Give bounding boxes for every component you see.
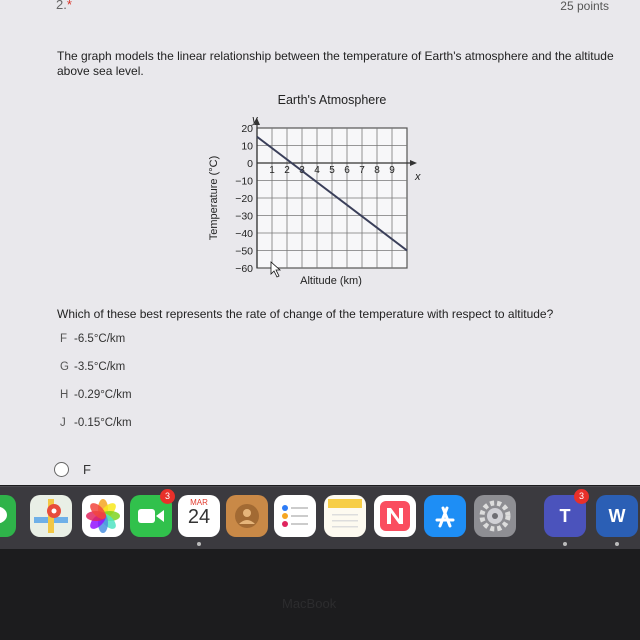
contact-person-icon — [234, 503, 260, 529]
maps-app-icon[interactable] — [30, 495, 72, 537]
radio-option-f[interactable] — [54, 462, 91, 477]
teams-letter: T — [559, 505, 571, 526]
x-axis-label: Altitude (km) — [300, 275, 362, 287]
calendar-app-icon[interactable] — [178, 495, 220, 537]
macbook-bezel-label: MacBook — [282, 596, 337, 611]
notes-app-icon[interactable] — [324, 495, 366, 537]
y-tick-label: 20 — [241, 123, 253, 135]
choice-text: -0.15°C/km — [74, 417, 132, 429]
x-tick-label: 5 — [329, 165, 335, 176]
teams-app-icon[interactable] — [544, 491, 586, 537]
choice-letter: G — [60, 361, 69, 373]
photos-app-icon[interactable] — [82, 495, 124, 537]
question-prompt: The graph models the linear relationship between the temperature of Earth's atmosphere and the altitude above sea level. — [57, 49, 614, 78]
facetime-notification-badge: 3 — [160, 489, 175, 504]
macos-dock — [0, 486, 640, 549]
radio-circle[interactable] — [54, 462, 69, 477]
calendar-day: 24 — [187, 506, 211, 528]
x-tick-label: 3 — [299, 165, 305, 176]
x-axis-symbol: x — [415, 171, 421, 183]
system-preferences-icon[interactable] — [474, 495, 516, 537]
map-pin-icon — [34, 499, 68, 533]
notes-page-icon — [328, 499, 362, 533]
chart-title: Earth's Atmosphere — [277, 93, 387, 107]
x-tick-label: 7 — [359, 165, 365, 176]
choice-letter: J — [60, 417, 66, 429]
earths-atmosphere-chart — [200, 88, 440, 288]
y-tick-label: 10 — [241, 140, 253, 153]
video-camera-icon — [138, 507, 164, 525]
y-tick-label: −50 — [235, 245, 253, 258]
choice-text: -0.29°C/km — [74, 389, 132, 401]
choice-letter: H — [60, 389, 69, 401]
x-tick-label: 6 — [344, 165, 350, 176]
x-axis-arrow — [410, 160, 417, 166]
contacts-app-icon[interactable] — [226, 495, 268, 537]
y-tick-label: −10 — [235, 175, 253, 188]
gear-icon — [479, 500, 511, 532]
checklist-icon — [280, 503, 310, 529]
x-tick-label: 4 — [314, 165, 320, 176]
choice-g — [60, 359, 132, 387]
teams-notification-badge: 3 — [574, 489, 589, 504]
app-store-icon[interactable] — [424, 495, 466, 537]
y-tick-label: −20 — [235, 193, 253, 205]
radio-label: F — [83, 462, 91, 477]
y-tick-label: −40 — [235, 228, 253, 240]
news-app-icon[interactable] — [374, 495, 416, 537]
required-mark: * — [66, 0, 72, 12]
question-ask: Which of these best represents the rate of change of the temperature with respect to altitude? — [57, 307, 554, 321]
y-axis-label: Temperature (°C) — [208, 155, 220, 241]
y-tick-label: −30 — [235, 210, 253, 223]
question-number: 2.* — [56, 0, 72, 12]
reminders-app-icon[interactable] — [274, 495, 316, 537]
y-axis-symbol: y — [252, 114, 258, 126]
question-points: 25 points — [560, 0, 609, 13]
choice-j — [60, 415, 132, 443]
running-indicator — [563, 542, 567, 546]
choice-text: -6.5°C/km — [74, 333, 126, 345]
x-tick-label: 1 — [269, 165, 275, 176]
app-store-a-icon — [431, 502, 459, 530]
word-app-icon[interactable] — [596, 495, 638, 537]
answer-choices-list — [60, 331, 132, 443]
choice-letter: F — [60, 333, 68, 345]
speech-bubble-icon — [0, 505, 8, 527]
running-indicator — [197, 542, 201, 546]
facetime-app-icon[interactable] — [130, 491, 172, 537]
word-letter: W — [608, 505, 626, 526]
chart-svg — [200, 88, 440, 288]
running-indicator — [615, 542, 619, 546]
y-tick-label: 0 — [247, 158, 253, 170]
x-tick-label: 2 — [284, 165, 290, 176]
x-tick-label: 8 — [374, 165, 380, 176]
x-tick-label: 9 — [389, 165, 395, 176]
messages-app-icon[interactable] — [0, 495, 16, 537]
choice-f — [60, 331, 132, 359]
photos-flower-icon — [86, 499, 120, 533]
calendar-month: MAR — [190, 498, 208, 507]
y-tick-label: −60 — [235, 263, 253, 275]
choice-text: -3.5°C/km — [74, 361, 126, 373]
news-n-icon — [380, 501, 410, 531]
choice-h — [60, 387, 132, 415]
